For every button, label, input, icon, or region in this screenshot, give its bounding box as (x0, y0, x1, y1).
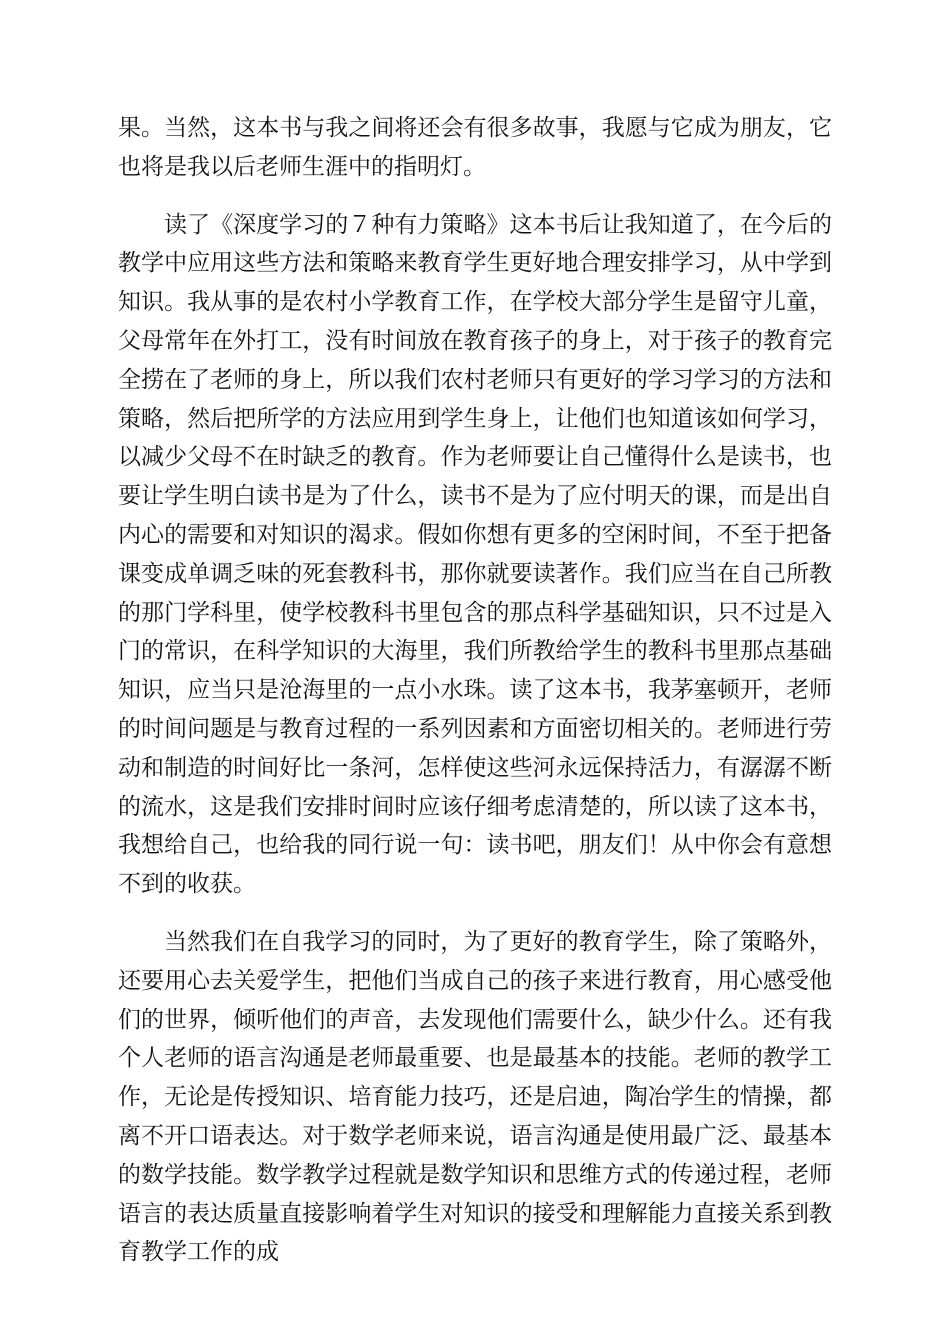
paragraph-reading-reflection: 读了《深度学习的７种有力策略》这本书后让我知道了，在今后的教学中应用这些方法和策略来教育学生更好地合理安排学习，从中学到知识。我从事的是农村小学教育工作，在学校大部分学生是留守儿童，父母常年在外打工，没有时间放在教育孩子的身上，对于孩子的教育完全捞在了老师的身上，所以我们农村老师只有更好的学习学习的方法和策略，然后把所学的方法应用到学生身上，让他们也知道该如何学习，以减少父母不在时缺乏的教育。作为老师要让自己懂得什么是读书，也要让学生明白读书是为了什么，读书不是为了应付明天的课，而是出自内心的需要和对知识的渴求。假如你想有更多的空闲时间，不至于把备课变成单调乏味的死套教科书，那你就要读著作。我们应当在自己所教的那门学科里，使学校教科书里包含的那点科学基础知识，只不过是入门的常识，在科学知识的大海里，我们所教给学生的教科书里那点基础知识，应当只是沧海里的一点小水珠。读了这本书，我茅塞顿开，老师的时间问题是与教育过程的一系列因素和方面密切相关的。老师进行劳动和制造的时间好比一条河，怎样使这些河永远保持活力，有潺潺不断的流水，这是我们安排时间时应该仔细考虑清楚的，所以读了这本书，我想给自己，也给我的同行说一句：读书吧，朋友们！从中你会有意想不到的收获。 (118, 211, 832, 898)
paragraph-gap (118, 187, 832, 206)
paragraph-continued: 果。当然，这本书与我之间将还会有很多故事，我愿与它成为朋友，它也将是我以后老师生涯中的指明灯。 (118, 115, 832, 180)
paragraph-gap (118, 904, 832, 923)
paragraph-teacher-language: 当然我们在自我学习的同时，为了更好的教育学生，除了策略外，还要用心去关爱学生，把他们当成自己的孩子来进行教育，用心感受他们的世界，倾听他们的声音，去发现他们需要什么，缺少什么。还有我个人老师的语言沟通是老师最重要、也是最基本的技能。老师的教学工作，无论是传授知识、培育能力技巧，还是启迪，陶冶学生的情操，都离不开口语表达。对于数学老师来说，语言沟通是使用最广泛、最基本的数学技能。数学教学过程就是数学知识和思维方式的传递过程，老师语言的表达质量直接影响着学生对知识的接受和理解能力直接关系到教育教学工作的成 (118, 928, 832, 1266)
document-body (118, 109, 832, 1272)
